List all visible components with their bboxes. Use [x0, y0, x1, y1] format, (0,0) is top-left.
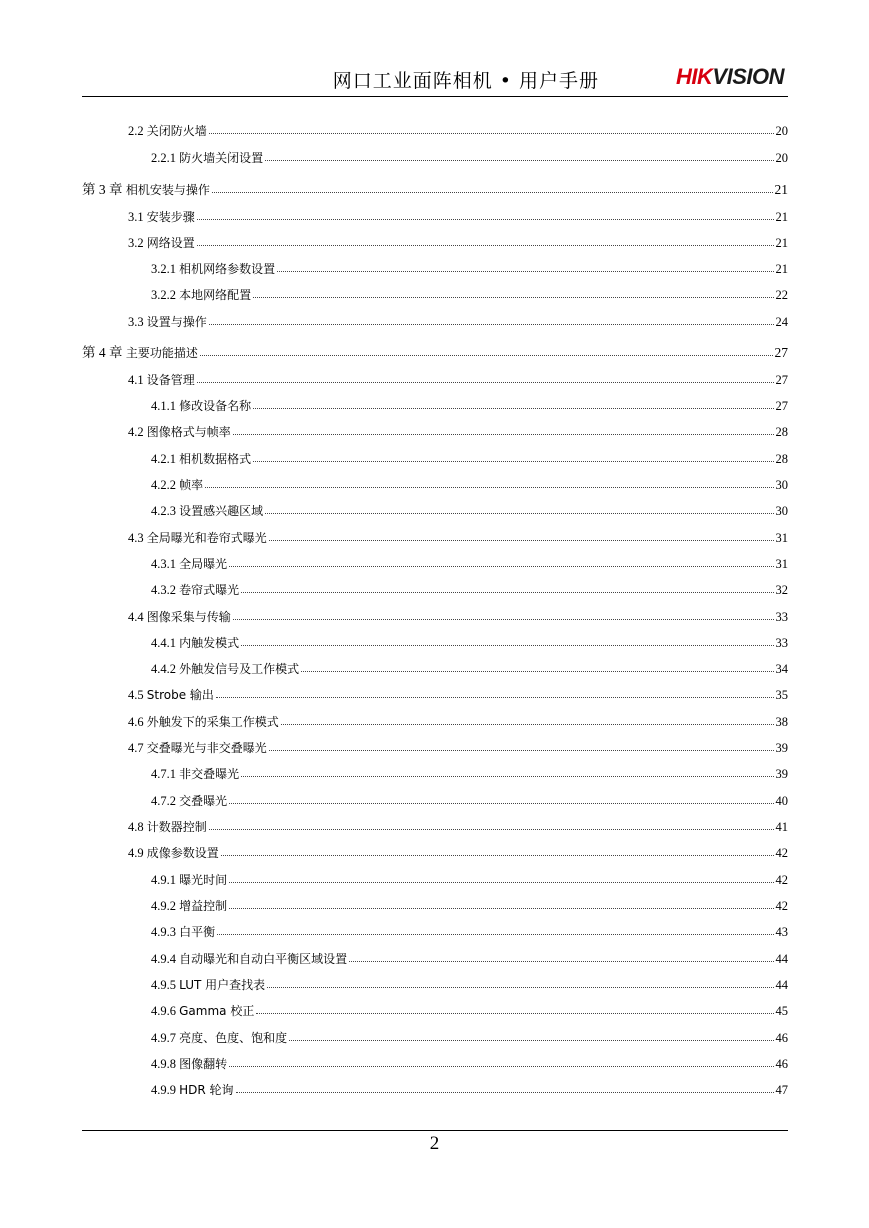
toc-entry-page: 44	[775, 978, 788, 992]
toc-entry-page: 42	[775, 899, 788, 913]
toc-entry-title: 增益控制	[179, 899, 228, 913]
toc-entry[interactable]	[82, 1022, 788, 1046]
toc-entry-number: 2.2.1	[151, 151, 176, 165]
toc-entry-title: 关闭防火墙	[146, 124, 207, 138]
toc-leader-dots	[200, 355, 773, 356]
toc-entry-number: 4.4.2	[151, 662, 176, 676]
toc-leader-dots	[197, 245, 774, 246]
toc-entry[interactable]	[82, 758, 788, 782]
toc-entry-label	[82, 341, 198, 361]
toc-leader-dots	[197, 219, 774, 220]
toc-entry-page: 43	[775, 925, 788, 939]
toc-leader-dots	[289, 1040, 773, 1041]
toc-entry[interactable]	[82, 890, 788, 914]
toc-entry-label	[128, 686, 214, 703]
toc-entry[interactable]	[82, 253, 788, 277]
toc-entry-page: 39	[775, 767, 788, 781]
toc-entry-number: 4.9.7	[151, 1031, 176, 1045]
toc-leader-dots	[269, 540, 774, 541]
toc-entry[interactable]	[82, 864, 788, 888]
logo-hik: HIK	[676, 64, 713, 89]
toc-entry[interactable]	[82, 174, 788, 198]
toc-leader-dots	[229, 566, 773, 567]
toc-entry-number: 4.5	[128, 688, 144, 702]
toc-entry-number: 4.9.5	[151, 978, 176, 992]
toc-leader-dots	[209, 324, 774, 325]
toc-leader-dots	[233, 434, 774, 435]
toc-entry-number: 4.9	[128, 846, 144, 860]
toc-entry-label	[151, 260, 275, 277]
toc-entry-number: 4.2.3	[151, 504, 176, 518]
toc-entry-label	[151, 149, 263, 166]
toc-entry-number: 3.2.2	[151, 288, 176, 302]
toc-entry[interactable]	[82, 653, 788, 677]
toc-entry[interactable]	[82, 1048, 788, 1072]
toc-entry[interactable]	[82, 522, 788, 546]
toc-entry-page: 33	[775, 610, 788, 624]
header-divider	[82, 96, 788, 97]
toc-entry-label	[128, 608, 231, 625]
toc-entry-number: 4.9.2	[151, 899, 176, 913]
toc-entry-label	[151, 660, 299, 677]
toc-entry-number: 3.2	[128, 236, 144, 250]
toc-entry-label	[128, 529, 267, 546]
toc-entry-page: 44	[775, 952, 788, 966]
toc-entry-page: 47	[775, 1083, 788, 1097]
document-title: 网口工业面阵相机 • 用户手册	[332, 70, 599, 92]
toc-leader-dots	[217, 934, 773, 935]
toc-entry[interactable]	[82, 469, 788, 493]
toc-entry-page: 21	[774, 182, 788, 197]
footer-divider	[82, 1130, 788, 1131]
toc-entry-page: 33	[775, 636, 788, 650]
toc-entry-page: 32	[775, 583, 788, 597]
toc-entry[interactable]	[82, 679, 788, 703]
toc-entry-label	[128, 713, 279, 730]
toc-leader-dots	[265, 160, 773, 161]
toc-entry-page: 46	[775, 1031, 788, 1045]
toc-entry[interactable]	[82, 1074, 788, 1098]
hikvision-logo	[676, 64, 784, 90]
toc-entry-page: 24	[775, 315, 788, 329]
toc-entry-label	[151, 792, 227, 809]
toc-entry[interactable]	[82, 443, 788, 467]
toc-entry-label	[128, 234, 195, 251]
toc-entry-title: 相机数据格式	[179, 452, 252, 466]
toc-entry-label	[151, 1029, 287, 1046]
toc-entry[interactable]	[82, 142, 788, 166]
toc-entry-page: 20	[775, 151, 788, 165]
toc-entry-label	[151, 1081, 234, 1098]
toc-entry-number: 4.2	[128, 425, 144, 439]
toc-entry-title: Gamma 校正	[179, 1004, 255, 1018]
toc-entry-page: 39	[775, 741, 788, 755]
toc-entry-number: 4.9.4	[151, 952, 176, 966]
toc-entry-number: 4.9.8	[151, 1057, 176, 1071]
toc-entry-label	[151, 476, 203, 493]
toc-entry-number: 4.6	[128, 715, 144, 729]
toc-entry[interactable]	[82, 627, 788, 651]
toc-entry-label	[151, 555, 227, 572]
toc-entry-number: 4.8	[128, 820, 144, 834]
toc-entry-label	[128, 208, 195, 225]
toc-entry-label	[128, 844, 219, 861]
toc-entry[interactable]	[82, 706, 788, 730]
toc-entry-title: 卷帘式曝光	[179, 583, 240, 597]
toc-entry-title: 本地网络配置	[179, 288, 252, 302]
toc-entry-title: 相机安装与操作	[125, 183, 210, 197]
toc-entry-title: 安装步骤	[146, 210, 195, 224]
toc-entry[interactable]	[82, 995, 788, 1019]
toc-entry-number: 3.2.1	[151, 262, 176, 276]
toc-leader-dots	[221, 855, 774, 856]
toc-leader-dots	[205, 487, 773, 488]
toc-entry-label	[128, 739, 267, 756]
toc-entry-number: 4.2.2	[151, 478, 176, 492]
toc-entry-title: 白平衡	[179, 925, 216, 939]
toc-entry-number: 4.4	[128, 610, 144, 624]
toc-entry[interactable]	[82, 495, 788, 519]
toc-entry-page: 35	[775, 688, 788, 702]
toc-entry-page: 41	[775, 820, 788, 834]
toc-entry-title: 修改设备名称	[179, 399, 252, 413]
toc-leader-dots	[277, 271, 773, 272]
toc-entry-title: HDR 轮询	[179, 1083, 234, 1097]
toc-leader-dots	[229, 908, 773, 909]
toc-entry-number: 4.7.2	[151, 794, 176, 808]
toc-entry[interactable]	[82, 574, 788, 598]
toc-leader-dots	[253, 461, 773, 462]
toc-entry-title: 交叠曝光与非交叠曝光	[146, 741, 267, 755]
toc-leader-dots	[349, 961, 773, 962]
toc-entry[interactable]	[82, 837, 788, 861]
toc-entry-number: 4.3.2	[151, 583, 176, 597]
toc-leader-dots	[209, 133, 774, 134]
toc-leader-dots	[212, 192, 773, 193]
toc-leader-dots	[229, 882, 773, 883]
toc-entry-page: 28	[775, 425, 788, 439]
toc-entry[interactable]	[82, 227, 788, 251]
toc-entry-label	[151, 397, 251, 414]
toc-entry[interactable]	[82, 548, 788, 572]
toc-entry-page: 27	[774, 345, 788, 360]
toc-entry-title: 设置感兴趣区域	[179, 504, 264, 518]
toc-entry-title: 图像采集与传输	[146, 610, 231, 624]
toc-entry[interactable]	[82, 785, 788, 809]
toc-entry-page: 40	[775, 794, 788, 808]
page-number: 2	[429, 1133, 440, 1154]
toc-entry-label	[151, 950, 347, 967]
toc-entry-page: 21	[775, 236, 788, 250]
toc-leader-dots	[229, 803, 773, 804]
toc-entry-page: 27	[775, 399, 788, 413]
toc-entry-title: 交叠曝光	[179, 794, 228, 808]
toc-entry[interactable]	[82, 916, 788, 940]
toc-leader-dots	[241, 776, 773, 777]
toc-leader-dots	[216, 697, 774, 698]
toc-entry-number: 第 3 章	[82, 182, 123, 197]
toc-entry-title: 非交叠曝光	[179, 767, 240, 781]
toc-entry-page: 30	[775, 504, 788, 518]
toc-entry-number: 4.1	[128, 373, 144, 387]
toc-entry-number: 4.9.9	[151, 1083, 176, 1097]
toc-entry-page: 46	[775, 1057, 788, 1071]
toc-entry-title: 自动曝光和自动白平衡区域设置	[179, 952, 348, 966]
toc-entry-number: 4.4.1	[151, 636, 176, 650]
toc-entry-page: 21	[775, 210, 788, 224]
toc-entry-label	[151, 923, 215, 940]
toc-entry-number: 4.7.1	[151, 767, 176, 781]
toc-leader-dots	[236, 1092, 774, 1093]
toc-entry-title: 相机网络参数设置	[179, 262, 276, 276]
toc-entry-label	[151, 286, 251, 303]
toc-entry-label	[128, 423, 231, 440]
page-header	[82, 62, 787, 96]
toc-entry-title: Strobe 输出	[146, 688, 214, 702]
toc-entry-label	[128, 371, 195, 388]
toc-entry[interactable]	[82, 416, 788, 440]
toc-entry-number: 4.2.1	[151, 452, 176, 466]
toc-leader-dots	[253, 408, 773, 409]
toc-entry[interactable]	[82, 943, 788, 967]
toc-entry-page: 31	[775, 531, 788, 545]
toc-entry-number: 第 4 章	[82, 345, 123, 360]
toc-entry-label	[151, 634, 239, 651]
toc-entry-label	[128, 818, 207, 835]
logo-vision: VISION	[712, 64, 784, 89]
toc-entry-label	[151, 1055, 227, 1072]
toc-entry-label	[151, 581, 239, 598]
toc-entry-page: 42	[775, 846, 788, 860]
toc-entry[interactable]	[82, 115, 788, 139]
toc-entry-number: 4.9.3	[151, 925, 176, 939]
toc-entry-title: 计数器控制	[146, 820, 207, 834]
toc-entry-page: 27	[775, 373, 788, 387]
toc-entry-page: 22	[775, 288, 788, 302]
toc-entry-title: 曝光时间	[179, 873, 228, 887]
toc-entry-label	[151, 976, 265, 993]
toc-entry-title: 全局曝光	[179, 557, 228, 571]
toc-entry-title: 全局曝光和卷帘式曝光	[146, 531, 267, 545]
toc-entry-label	[151, 502, 263, 519]
toc-entry[interactable]	[82, 279, 788, 303]
toc-entry-number: 2.2	[128, 124, 144, 138]
toc-entry-page: 45	[775, 1004, 788, 1018]
toc-leader-dots	[267, 987, 773, 988]
toc-leader-dots	[241, 592, 773, 593]
toc-entry[interactable]	[82, 306, 788, 330]
toc-entry-title: 亮度、色度、饱和度	[179, 1031, 288, 1045]
toc-entry-title: 主要功能描述	[125, 346, 198, 360]
toc-entry[interactable]	[82, 390, 788, 414]
toc-entry-page: 21	[775, 262, 788, 276]
toc-entry-label	[82, 178, 210, 198]
toc-leader-dots	[233, 619, 774, 620]
toc-entry-label	[151, 765, 239, 782]
toc-leader-dots	[269, 750, 774, 751]
toc-leader-dots	[256, 1013, 773, 1014]
toc-leader-dots	[281, 724, 774, 725]
toc-entry-page: 38	[775, 715, 788, 729]
toc-entry-title: 外触发信号及工作模式	[179, 662, 300, 676]
toc-entry[interactable]	[82, 601, 788, 625]
toc-entry[interactable]	[82, 201, 788, 225]
toc-entry-page: 31	[775, 557, 788, 571]
toc-entry-number: 4.1.1	[151, 399, 176, 413]
toc-entry-number: 4.7	[128, 741, 144, 755]
toc-entry-label	[151, 450, 251, 467]
toc-entry-page: 34	[775, 662, 788, 676]
toc-entry[interactable]	[82, 337, 788, 361]
toc-entry-number: 3.1	[128, 210, 144, 224]
toc-leader-dots	[265, 513, 773, 514]
toc-entry-label	[151, 871, 227, 888]
toc-entry-title: 设备管理	[146, 373, 195, 387]
toc-entry-title: 设置与操作	[146, 315, 207, 329]
toc-entry-title: 图像翻转	[179, 1057, 228, 1071]
toc-entry-number: 4.9.1	[151, 873, 176, 887]
toc-entry-label	[128, 313, 207, 330]
toc-entry-title: 外触发下的采集工作模式	[146, 715, 279, 729]
toc-entry-title: LUT 用户查找表	[179, 978, 266, 992]
toc-entry-label	[128, 122, 207, 139]
toc-entry-page: 30	[775, 478, 788, 492]
toc-entry[interactable]	[82, 364, 788, 388]
toc-entry-title: 帧率	[179, 478, 204, 492]
toc-entry-number: 4.9.6	[151, 1004, 176, 1018]
toc-entry-page: 28	[775, 452, 788, 466]
toc-entry-page: 20	[775, 124, 788, 138]
toc-entry-title: 图像格式与帧率	[146, 425, 231, 439]
toc-leader-dots	[253, 297, 773, 298]
toc-entry-label	[151, 897, 227, 914]
toc-entry[interactable]	[82, 811, 788, 835]
toc-leader-dots	[301, 671, 773, 672]
toc-entry-title: 内触发模式	[179, 636, 240, 650]
toc-entry-number: 4.3.1	[151, 557, 176, 571]
toc-entry-title: 成像参数设置	[146, 846, 219, 860]
toc-entry-number: 4.3	[128, 531, 144, 545]
toc-entry-page: 42	[775, 873, 788, 887]
toc-entry-label	[151, 1002, 254, 1019]
toc-leader-dots	[197, 382, 774, 383]
toc-entry[interactable]	[82, 969, 788, 993]
toc-entry[interactable]	[82, 732, 788, 756]
toc-entry-title: 防火墙关闭设置	[179, 151, 264, 165]
toc-entry-title: 网络设置	[146, 236, 195, 250]
toc-entry-number: 3.3	[128, 315, 144, 329]
toc-leader-dots	[209, 829, 774, 830]
toc-leader-dots	[241, 645, 773, 646]
toc-leader-dots	[229, 1066, 773, 1067]
